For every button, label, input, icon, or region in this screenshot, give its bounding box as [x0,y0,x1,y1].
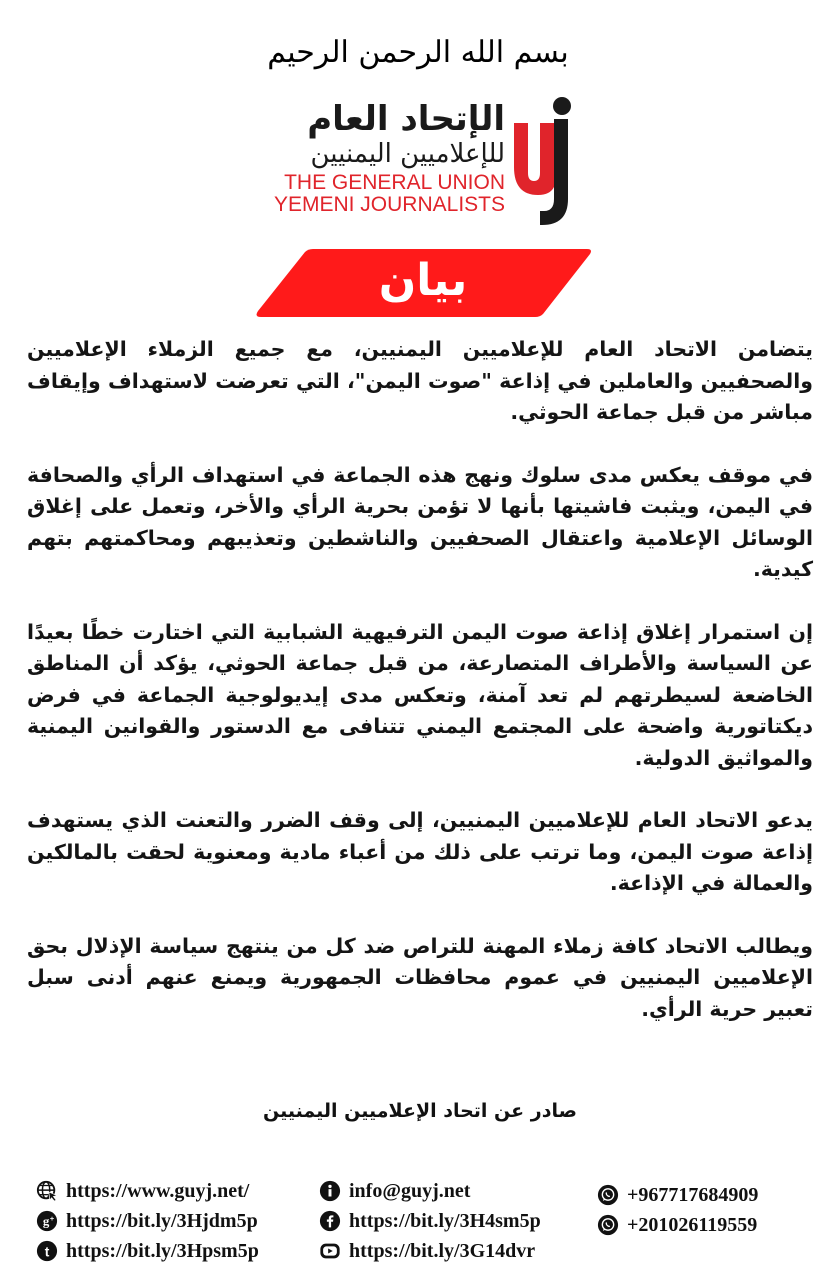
contact-google-plus[interactable] [36,1206,259,1236]
statement-body [27,334,813,1056]
whatsapp-icon [597,1184,619,1206]
contact-tumblr[interactable] [36,1236,259,1266]
phone-number[interactable]: +201026119559 [627,1213,758,1236]
globe-icon [36,1180,58,1202]
contact-email[interactable] [319,1176,541,1206]
info-icon [319,1180,341,1202]
tumblr-icon [36,1240,58,1262]
statement-paragraph: ويطالب الاتحاد كافة زملاء المهنة للتراص ضد كل من ينتهج سياسة الإذلال بحق الإعلاميين اليمنيين في عموم محافظات الجمهورية ويمنع عنهم أدنى سبل تعبير حرية الرأي. [27,933,813,1021]
youtube-icon [319,1240,341,1262]
contact-column-right [597,1180,758,1240]
contact-whatsapp-yemen[interactable] [597,1180,758,1210]
facebook-icon [319,1210,341,1232]
contact-footer [0,1176,838,1276]
svg-text:+: + [49,1214,55,1223]
whatsapp-icon [597,1214,619,1236]
statement-paragraph: يتضامن الاتحاد العام للإعلاميين اليمنيين، مع جميع الزملاء الإعلاميين والصحفيين والعاملين في إذاعة "صوت اليمن"، التي تعرضت لاستهداف وإيقاف مباشر من قبل جماعة الحوثي. [27,337,813,424]
issuer-signature: صادر عن اتحاد الإعلاميين اليمنيين [263,1100,577,1122]
logo-english-subtitle: YEMENI JOURNALISTS [273,193,505,216]
logo-english-title: THE GENERAL UNION [284,171,505,194]
contact-whatsapp-egypt[interactable] [597,1210,758,1240]
contact-website[interactable] [36,1176,259,1206]
email-link[interactable]: info@guyj.net [349,1179,471,1202]
youtube-link[interactable]: https://bit.ly/3G14dvr [349,1239,536,1262]
contact-column-left [36,1176,259,1266]
logo-arabic-subtitle: للإعلاميين اليمنيين [310,139,505,169]
logo-arabic-title: الإتحاد العام [307,99,505,139]
google-plus-icon [36,1210,58,1232]
contact-youtube[interactable] [319,1236,541,1266]
logo-mark-icon [510,95,575,227]
contact-column-middle [319,1176,541,1266]
statement-paragraph: يدعو الاتحاد العام للإعلاميين اليمنيين، إلى وقف الضرر والتعنت الذي يستهدف إذاعة صوت اليمن، وما ترتب على ذلك من أعباء مادية ومعنوية لحقت بالمالكين والعمالة في الإذاعة. [27,808,813,895]
facebook-link[interactable]: https://bit.ly/3H4sm5p [349,1209,541,1232]
svg-text:t: t [44,1244,50,1260]
union-logo [275,95,575,230]
basmala: بسم الله الرحمن الرحيم [267,35,569,70]
statement-paragraph: في موقف يعكس مدى سلوك ونهج هذه الجماعة في استهداف الرأي والصحافة في اليمن، ويثبت فاشيتها بأنها لا تؤمن بحرية الرأي والأخر، وتعمل على إغلاق الوسائل الإعلامية واعتقال الصحفيين والناشطين وتعذيبهم ومحاكمتهم بتهم كيدية. [27,462,813,581]
phone-number[interactable]: +967717684909 [627,1183,759,1206]
banner-title: بيان [378,255,468,306]
tumblr-link[interactable]: https://bit.ly/3Hpsm5p [66,1239,259,1262]
statement-banner [253,248,593,318]
svg-text:g: g [42,1214,50,1229]
statement-paragraph: إن استمرار إغلاق إذاعة صوت اليمن الترفيهية الشبابية التي اختارت خطًا بعيدًا عن السياسة والأطراف المتصارعة، من قبل جماعة الحوثي، يؤكد أن المناطق الخاضعة لسيطرتهم لم تعد آمنة، وتعكس مدى إيديولوجية الجماعة في فرض ديكتاتورية واضحة على المجتمع اليمني تتنافى مع الدستور والقوانين اليمنية والمواثيق الدولية. [27,619,813,770]
website-link[interactable]: https://www.guyj.net/ [66,1179,250,1202]
google-plus-link[interactable]: https://bit.ly/3Hjdm5p [66,1209,258,1232]
contact-facebook[interactable] [319,1206,541,1236]
